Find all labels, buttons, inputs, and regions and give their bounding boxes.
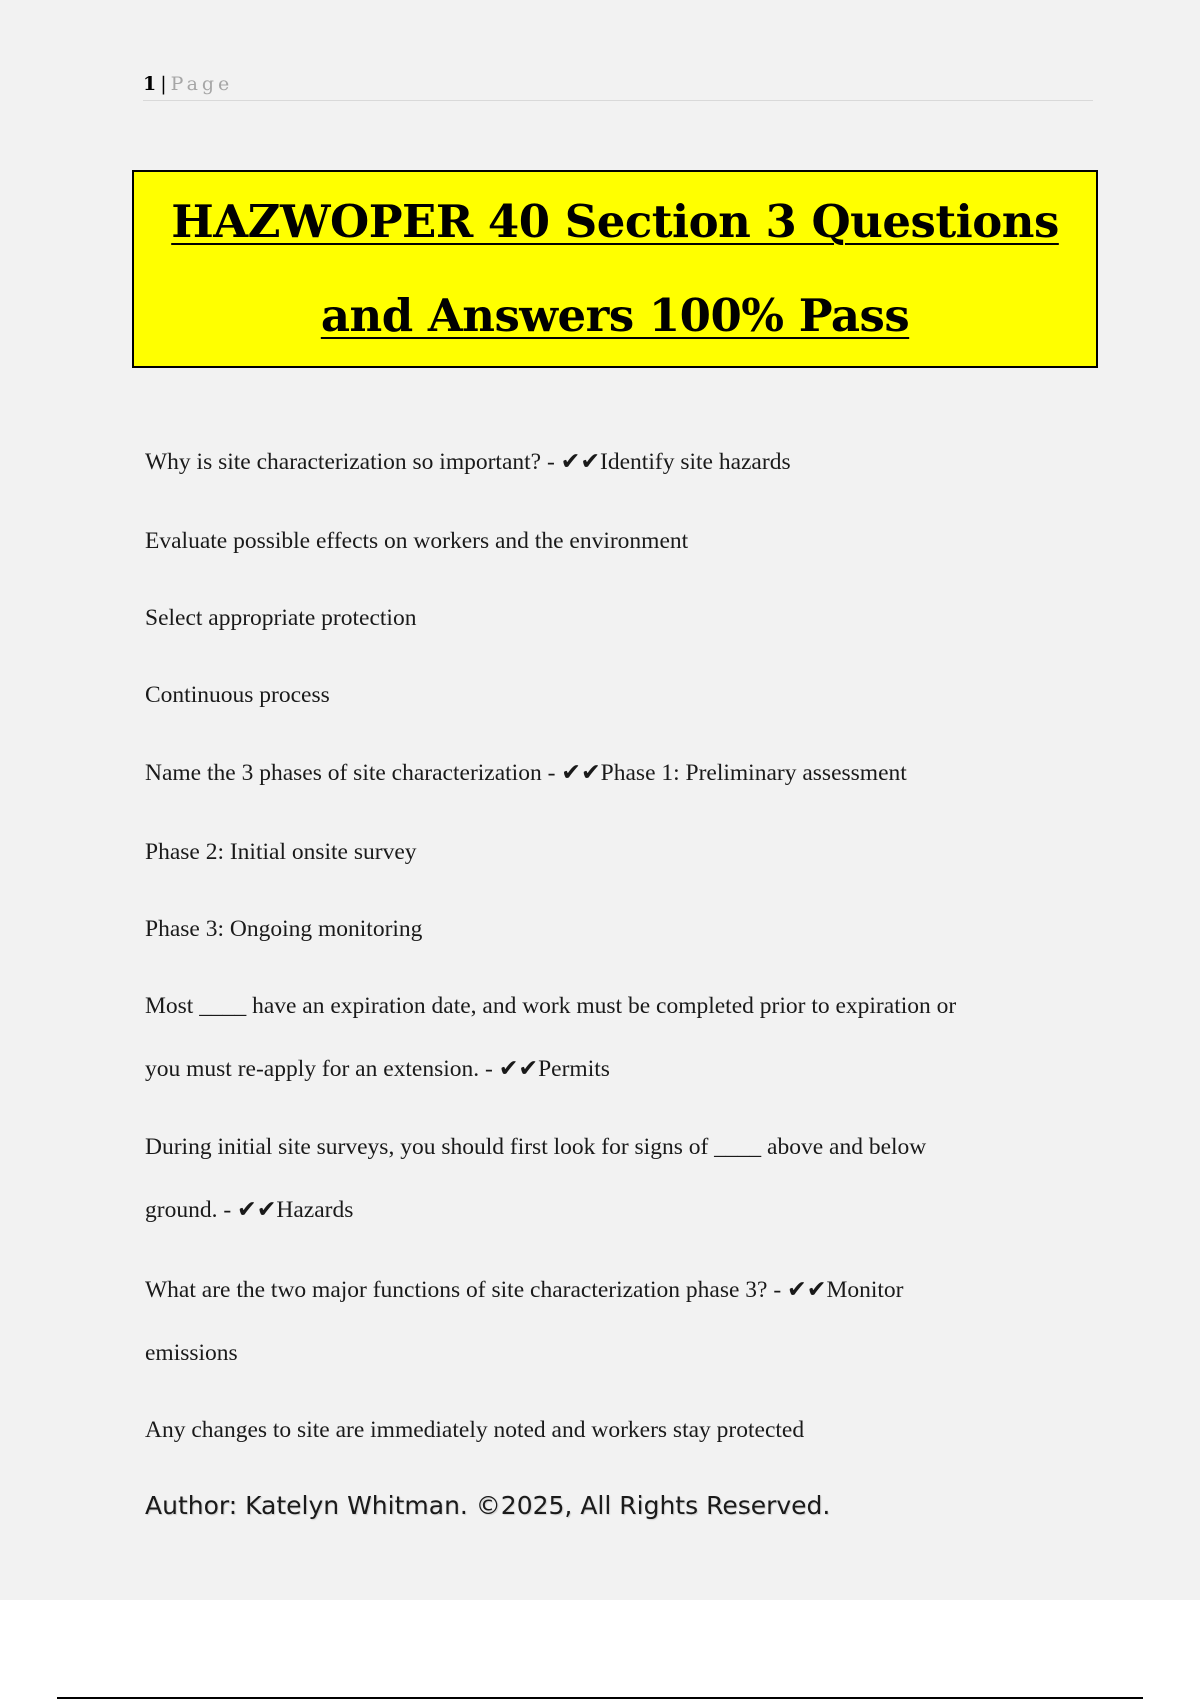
page-number: 1 (143, 73, 157, 95)
qa-line: Phase 3: Ongoing monitoring (145, 916, 423, 942)
title-banner (132, 170, 1098, 368)
qa-line: Most ____ have an expiration date, and work must be completed prior to expiration or (145, 993, 957, 1019)
qa-line: Name the 3 phases of site characterization - ✔✔Phase 1: Preliminary assessment (145, 760, 907, 786)
author-footer: Author: Katelyn Whitman. ©2025, All Rights Reserved. (145, 1491, 831, 1520)
qa-line: Continuous process (145, 682, 330, 708)
qa-line: emissions (145, 1340, 238, 1366)
qa-line: What are the two major functions of site characterization phase 3? - ✔✔Monitor (145, 1277, 904, 1303)
page-separator: | (160, 73, 167, 95)
qa-line: Evaluate possible effects on workers and the environment (145, 528, 689, 554)
qa-line: Any changes to site are immediately noted and workers stay protected (145, 1417, 805, 1443)
page-label: Page (170, 73, 234, 95)
qa-line: Phase 2: Initial onsite survey (145, 839, 417, 865)
title-line-1: HAZWOPER 40 Section 3 Questions (171, 195, 1059, 248)
qa-line: Why is site characterization so important? - ✔✔Identify site hazards (145, 449, 791, 475)
qa-line: you must re-apply for an extension. - ✔✔Permits (145, 1056, 610, 1082)
qa-line: ground. - ✔✔Hazards (145, 1197, 354, 1223)
qa-line: Select appropriate protection (145, 605, 417, 631)
bottom-divider (57, 1697, 1143, 1699)
page-header (143, 68, 1093, 101)
qa-line: During initial site surveys, you should first look for signs of ____ above and below (145, 1134, 927, 1160)
document-title (171, 175, 1059, 363)
title-line-2: and Answers 100% Pass (320, 289, 910, 342)
